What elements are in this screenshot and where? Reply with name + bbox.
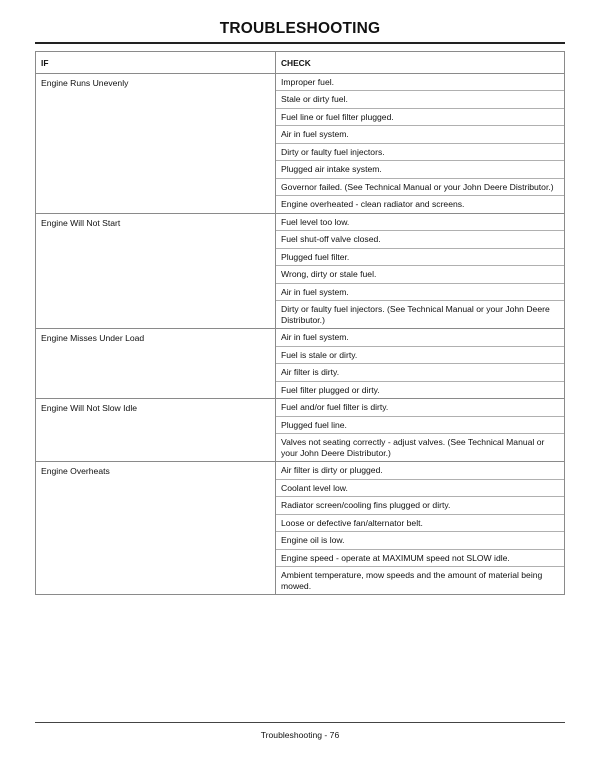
check-column-header: CHECK (276, 52, 565, 74)
check-item: Engine speed - operate at MAXIMUM speed not SLOW idle. (276, 549, 564, 567)
check-item: Wrong, dirty or stale fuel. (276, 265, 564, 283)
symptom-cell: Engine Will Not Start (36, 213, 276, 329)
page-footer: Troubleshooting - 76 (260, 730, 340, 740)
table-row (36, 213, 565, 329)
check-cell (276, 399, 565, 462)
check-item: Coolant level low. (276, 479, 564, 497)
troubleshooting-table (35, 51, 565, 595)
check-item: Plugged fuel line. (276, 416, 564, 434)
check-cell (276, 73, 565, 213)
check-item: Stale or dirty fuel. (276, 90, 564, 108)
title-divider (35, 42, 565, 44)
check-item: Loose or defective fan/alternator belt. (276, 514, 564, 532)
check-item: Ambient temperature, mow speeds and the amount of material being mowed. (276, 566, 564, 594)
check-item: Engine overheated - clean radiator and screens. (276, 195, 564, 213)
symptom-cell: Engine Misses Under Load (36, 329, 276, 399)
table-row (36, 329, 565, 399)
check-item: Air in fuel system. (276, 283, 564, 301)
check-item: Air in fuel system. (276, 125, 564, 143)
table-row (36, 462, 565, 595)
check-item: Engine oil is low. (276, 531, 564, 549)
check-item: Dirty or faulty fuel injectors. (See Technical Manual or your John Deere Distributor.) (276, 300, 564, 328)
check-item: Valves not seating correctly - adjust valves. (See Technical Manual or your John Deere Distributor.) (276, 433, 564, 461)
check-item: Fuel and/or fuel filter is dirty. (281, 402, 389, 412)
symptom-cell: Engine Runs Unevenly (36, 73, 276, 213)
check-cell (276, 329, 565, 399)
if-column-header: IF (36, 52, 276, 74)
footer-divider (35, 722, 565, 723)
check-item: Fuel shut-off valve closed. (276, 230, 564, 248)
check-item: Dirty or faulty fuel injectors. (276, 143, 564, 161)
page-title: TROUBLESHOOTING (219, 20, 381, 37)
table-row (36, 399, 565, 462)
symptom-cell: Engine Will Not Slow Idle (36, 399, 276, 462)
check-item: Air in fuel system. (281, 332, 349, 342)
table-header-row (36, 52, 565, 74)
check-item: Air filter is dirty. (276, 363, 564, 381)
check-item: Fuel line or fuel filter plugged. (276, 108, 564, 126)
check-item: Plugged air intake system. (276, 160, 564, 178)
check-cell (276, 462, 565, 595)
check-cell (276, 213, 565, 329)
check-item: Plugged fuel filter. (276, 248, 564, 266)
check-item: Fuel level too low. (281, 216, 350, 227)
check-item: Fuel is stale or dirty. (276, 346, 564, 364)
check-item: Improper fuel. (281, 76, 335, 87)
table-row (36, 73, 565, 213)
check-item: Governor failed. (See Technical Manual or your John Deere Distributor.) (276, 178, 564, 196)
check-item: Air filter is dirty or plugged. (281, 465, 383, 475)
table-body (36, 73, 565, 595)
check-item: Fuel filter plugged or dirty. (276, 381, 564, 399)
check-item: Radiator screen/cooling fins plugged or dirty. (276, 496, 564, 514)
symptom-cell: Engine Overheats (36, 462, 276, 595)
